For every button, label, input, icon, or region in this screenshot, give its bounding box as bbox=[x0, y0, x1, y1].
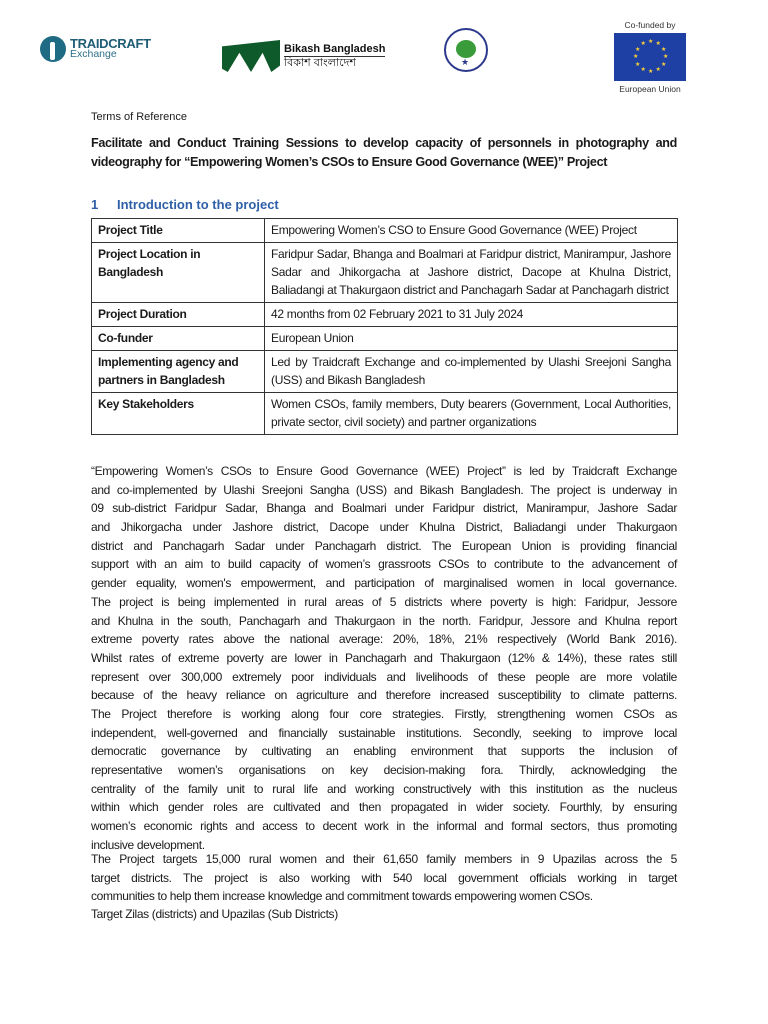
paragraph-line: Whilst rates of extreme poverty are lower in Panchagarh and Thakurgaon (12% & 14%), these rates still bbox=[91, 650, 677, 665]
paragraph-line: district and Panchagarh Sadar under Panchagarh district. The European Union is providing financial bbox=[91, 538, 677, 553]
paragraph-strategies bbox=[91, 705, 677, 855]
bikash-name-bn: বিকাশ বাংলাদেশ bbox=[284, 56, 385, 70]
star-icon: ★ bbox=[660, 61, 667, 68]
paragraph-line: The Project targets 15,000 rural women and their 61,650 family members in 9 Upazilas across the 5 bbox=[91, 852, 677, 866]
project-info-table bbox=[91, 218, 678, 435]
star-icon: ★ bbox=[648, 69, 654, 75]
row-label: Project Duration bbox=[92, 303, 265, 327]
table-row bbox=[92, 219, 678, 243]
star-icon: ★ bbox=[461, 57, 470, 67]
uss-logo bbox=[444, 28, 488, 72]
row-label: Co-funder bbox=[92, 327, 265, 351]
paragraph-target-zilas bbox=[91, 905, 677, 924]
paragraph-line: because of the heavy reliance on agriculture and therefore increased susceptibility to climate patterns. bbox=[91, 688, 677, 703]
table-row bbox=[92, 243, 678, 303]
star-icon: ★ bbox=[635, 46, 641, 53]
star-icon: ★ bbox=[633, 54, 639, 60]
paragraph-line: The Project therefore is working along four core strategies. Firstly, strengthening women CSOs as bbox=[91, 707, 677, 721]
paragraph-line: and Jhikorgacha under Jashore district, Dacope under Khulna District, Baliadangi under Thakurgaon bbox=[91, 520, 677, 535]
table-row bbox=[92, 327, 678, 351]
row-value: Faridpur Sadar, Bhanga and Boalmari at Faridpur district, Manirampur, Jashore Sadar and Jhikorgacha at Jashore district, Dacope at Khulna District, Baliadangi at Thakurgaon district and Panchagarh Sadar at Panchagarh district bbox=[265, 243, 678, 303]
star-icon: ★ bbox=[640, 66, 646, 73]
bikash-name-en: Bikash Bangladesh bbox=[284, 42, 386, 55]
paragraph-line: inclusive development. bbox=[91, 837, 205, 852]
traidcraft-mark-icon bbox=[40, 36, 66, 62]
row-value: Women CSOs, family members, Duty bearers (Government, Local Authorities, private sector, civil society) and partner organizations bbox=[265, 393, 678, 435]
row-label: Implementing agency and partners in Bangladesh bbox=[92, 351, 265, 393]
table-row bbox=[92, 303, 678, 327]
paragraph-line: 09 sub-district Faridpur Sadar, Bhanga and Boalmari under Faridpur district, Manirampur, Jashore Sadar bbox=[91, 501, 677, 516]
star-icon: ★ bbox=[655, 41, 661, 47]
paragraph-line: representative women’s organisations on key decision-making fora. Thirdly, acknowledging the bbox=[91, 763, 677, 778]
row-label: Project Location in Bangladesh bbox=[92, 243, 265, 303]
paragraph-line: target districts. The project is also working with 540 local government officials working in target bbox=[91, 870, 677, 885]
paragraph-line: extreme poverty rates above the national average: 20%, 18%, 21% respectively (World Bank 2016). bbox=[91, 632, 677, 647]
row-label: Key Stakeholders bbox=[92, 393, 265, 435]
paragraph-line: gender equality, women's empowerment, and participation of marginalised women in local governance. bbox=[91, 576, 677, 591]
row-label: Project Title bbox=[92, 219, 265, 243]
paragraph-line: women’s economic rights and access to decent work in the informal and formal sectors, thus promoting bbox=[91, 819, 677, 834]
paragraph-line: “Empowering Women’s CSOs to Ensure Good Governance (WEE) Project” is led by Traidcraft Exchange bbox=[91, 464, 677, 478]
row-value: 42 months from 02 February 2021 to 31 July 2024 bbox=[265, 303, 678, 327]
paragraph-line: within which gender roles are cultivated and then propagated in wider society. Fourthly, by ensuring bbox=[91, 800, 677, 815]
row-value: Led by Traidcraft Exchange and co-implemented by Ulashi Sreejoni Sangha (USS) and Bikash Bangladesh bbox=[265, 351, 678, 393]
eu-name-label: European Union bbox=[619, 84, 681, 94]
paragraph-line: independent, well-governed and financially sustainable institutions. Secondly, seeking to improve local bbox=[91, 725, 677, 740]
section-heading bbox=[91, 197, 279, 212]
star-icon: ★ bbox=[648, 39, 654, 45]
paragraph-line: represent over 300,000 extremely poor individuals and livelihoods of these people are more volatile bbox=[91, 669, 677, 684]
paragraph-line: and co-implemented by Ulashi Sreejoni Sangha (USS) and Bikash Bangladesh. The project is underway in bbox=[91, 482, 677, 497]
paragraph-intro bbox=[91, 462, 677, 705]
row-value: Empowering Women’s CSO to Ensure Good Governance (WEE) Project bbox=[265, 219, 678, 243]
paragraph-line: support with an aim to build capacity of women’s grassroots CSOs to contribute to the advancement of bbox=[91, 557, 677, 572]
row-value: European Union bbox=[265, 327, 678, 351]
paragraph-line: communities to help them increase knowledge and commitment towards empowering women CSOs. bbox=[91, 889, 593, 904]
eu-logo bbox=[612, 20, 688, 94]
table-row bbox=[92, 351, 678, 393]
paragraph-line: and Khulna in the south, Panchagarh and Thakurgaon in the north. Faridpur, Jessore and Khulna report bbox=[91, 613, 677, 628]
section-number: 1 bbox=[91, 197, 99, 212]
star-icon: ★ bbox=[663, 54, 669, 60]
traidcraft-sub: Exchange bbox=[70, 48, 117, 60]
eu-flag-icon bbox=[614, 33, 686, 81]
eu-cofunded-label: Co-funded by bbox=[624, 20, 676, 30]
paragraph-line: Target Zilas (districts) and Upazilas (Sub Districts) bbox=[91, 907, 338, 921]
document-title: Facilitate and Conduct Training Sessions to develop capacity of personnels in photography and videography for “Empowering Women’s CSOs to Ensure Good Governance (WEE)” Project bbox=[91, 136, 677, 169]
star-icon: ★ bbox=[660, 46, 667, 53]
paragraph-line: democratic governance by cultivating an enabling environment that supports the inclusion of bbox=[91, 744, 677, 759]
star-icon: ★ bbox=[635, 61, 641, 68]
bikash-logo bbox=[222, 40, 385, 72]
bikash-mark-icon bbox=[222, 40, 280, 72]
traidcraft-name: TRAIDCRAFT bbox=[70, 36, 151, 51]
section-title: Introduction to the project bbox=[117, 197, 279, 212]
star-icon: ★ bbox=[655, 66, 661, 73]
paragraph-targets bbox=[91, 850, 677, 906]
paragraph-line: The project is being implemented in rural areas of 5 districts where poverty is high: Faridpur, Jessore bbox=[91, 594, 677, 609]
document-label: Terms of Reference bbox=[91, 111, 187, 123]
traidcraft-logo bbox=[40, 36, 151, 62]
star-icon: ★ bbox=[640, 41, 646, 47]
uss-emblem-icon bbox=[456, 40, 476, 58]
paragraph-line: centrality of the family unit to rural life and working constructively with this institution as the nucleus bbox=[91, 781, 677, 796]
table-row bbox=[92, 393, 678, 435]
